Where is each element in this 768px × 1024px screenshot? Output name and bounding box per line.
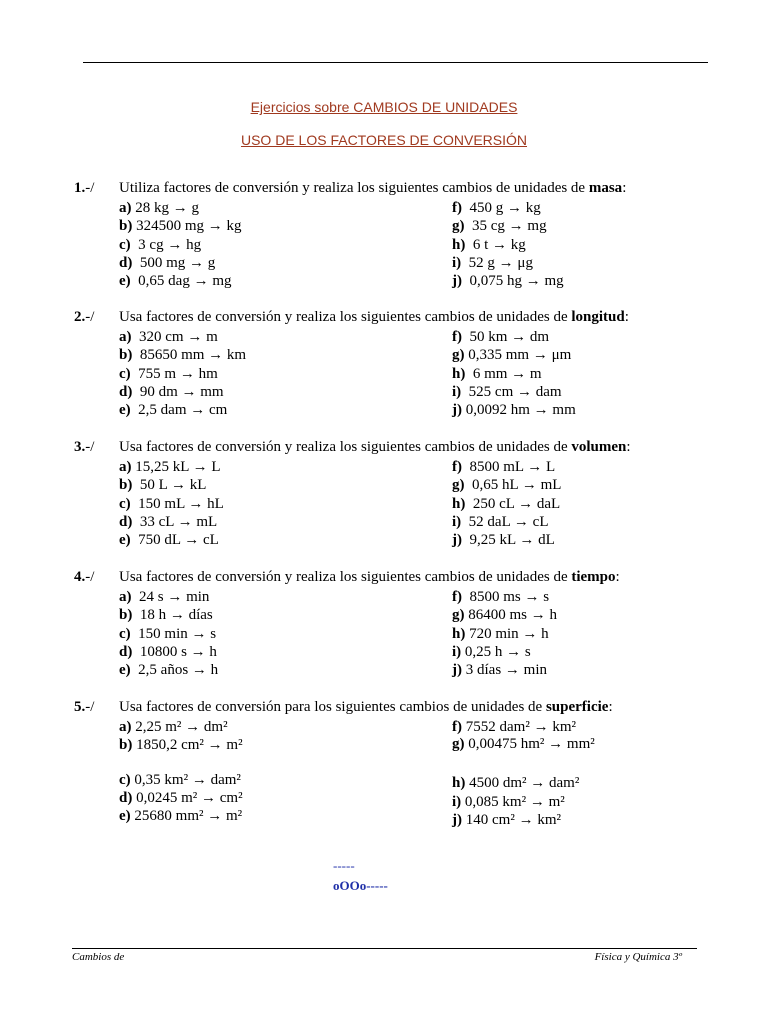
exercise-item — [452, 217, 652, 235]
statement-magnitude: superficie — [545, 699, 609, 715]
exercise-conversion: 0,335 mm → μm — [464, 347, 572, 364]
question-number-digit: 5. — [74, 699, 86, 715]
question-statement — [119, 699, 613, 716]
exercise-letter: j) — [452, 532, 462, 549]
question-number-suffix: -/ — [85, 309, 95, 325]
exercise-conversion: 86400 ms → h — [464, 607, 558, 624]
exercise-conversion: 33 cL → mL — [132, 513, 218, 530]
exercise-conversion: 50 km → dm — [462, 329, 550, 345]
exercise-letter: d) — [119, 383, 133, 400]
exercise-item — [452, 495, 652, 513]
exercise-letter: f) — [452, 589, 462, 605]
question-number — [74, 699, 94, 716]
exercise-letter: h) — [452, 495, 466, 512]
exercise-letter: a) — [119, 589, 132, 605]
exercise-conversion: 0,075 hg → mg — [462, 273, 564, 290]
exercise-conversion: 525 cm → dam — [461, 383, 562, 400]
exercise-item — [119, 755, 439, 771]
exercise-item — [119, 199, 439, 217]
exercise-conversion: 9,25 kL → dL — [462, 532, 555, 549]
exercise-item — [119, 328, 439, 346]
exercise-conversion: 324500 mg → kg — [132, 218, 242, 235]
exercise-item — [119, 807, 439, 825]
question-statement — [119, 569, 620, 586]
statement-magnitude: longitud — [571, 309, 625, 325]
question-number-digit: 3. — [74, 439, 86, 455]
exercise-column-left — [119, 458, 439, 549]
exercise-letter: h) — [452, 236, 466, 253]
exercise-conversion: 35 cg → mg — [464, 218, 547, 235]
statement-colon: : — [624, 309, 629, 325]
statement-text: Usa factores de conversión y realiza los siguientes cambios de unidades de — [119, 439, 572, 455]
exercise-item — [119, 789, 439, 807]
statement-magnitude: masa — [588, 180, 623, 196]
exercise-item — [119, 401, 439, 419]
exercise-item — [119, 606, 439, 624]
ornament-end-mark: oOOo----- — [333, 878, 388, 893]
exercise-item — [452, 272, 652, 290]
exercise-letter: j) — [452, 811, 462, 828]
question-number-digit: 1. — [74, 180, 86, 196]
exercise-conversion: 0,00475 hm² → mm² — [464, 736, 595, 753]
exercise-item — [119, 495, 439, 513]
statement-colon: : — [622, 180, 627, 196]
header-rule — [83, 62, 708, 63]
exercise-item — [452, 346, 652, 364]
exercise-letter: e) — [119, 808, 131, 825]
exercise-conversion: 2,5 dam → cm — [130, 402, 228, 419]
exercise-conversion: 52 daL → cL — [461, 513, 549, 530]
exercise-letter: e) — [119, 532, 131, 549]
exercise-column-left — [119, 199, 439, 290]
exercise-item — [452, 643, 652, 661]
exercise-letter: a) — [119, 459, 132, 475]
exercise-item — [119, 513, 439, 531]
exercise-letter: c) — [119, 771, 131, 788]
exercise-item — [119, 531, 439, 549]
exercise-item — [119, 643, 439, 661]
exercise-letter: b) — [119, 737, 133, 754]
exercise-item — [452, 718, 652, 736]
exercise-conversion: 150 mL → hL — [130, 495, 224, 512]
exercise-letter: a) — [119, 329, 132, 345]
exercise-conversion: 8500 ms → s — [462, 589, 550, 605]
exercise-conversion: 450 g → kg — [462, 200, 541, 216]
exercise-conversion: 0,25 h → s — [461, 643, 531, 660]
exercise-conversion: 3 cg → hg — [130, 236, 202, 253]
exercise-letter: c) — [119, 495, 131, 512]
worksheet-subtitle: USO DE LOS FACTORES DE CONVERSIÓN — [240, 132, 528, 148]
exercise-item — [119, 458, 439, 476]
exercise-letter: i) — [452, 383, 462, 400]
exercise-conversion: 0,0092 hm → mm — [462, 402, 576, 419]
exercise-letter: j) — [452, 402, 462, 419]
exercise-conversion: 750 dL → cL — [130, 532, 219, 549]
exercise-letter: h) — [452, 625, 466, 642]
exercise-letter: c) — [119, 625, 131, 642]
exercise-letter: f) — [452, 200, 462, 216]
exercise-item — [452, 476, 652, 494]
exercise-letter: c) — [119, 365, 131, 382]
exercise-item — [452, 254, 652, 272]
exercise-conversion: 10800 s → h — [132, 643, 217, 660]
exercise-item — [452, 531, 652, 549]
statement-colon: : — [615, 569, 620, 585]
exercise-column-right — [452, 199, 652, 290]
exercise-letter: e) — [119, 402, 131, 419]
exercise-item — [119, 588, 439, 606]
exercise-item — [119, 272, 439, 290]
exercise-column-right — [452, 588, 652, 679]
exercise-conversion: 0,65 dag → mg — [130, 273, 232, 290]
exercise-conversion: 4500 dm² → dam² — [465, 775, 580, 792]
exercise-item — [452, 328, 652, 346]
question-number-digit: 2. — [74, 309, 86, 325]
exercise-column-left — [119, 718, 439, 825]
exercise-letter: i) — [452, 793, 462, 810]
exercise-item — [452, 236, 652, 254]
statement-colon: : — [626, 439, 631, 455]
exercise-conversion: 0,0245 m² → cm² — [132, 789, 243, 806]
question-statement — [119, 180, 626, 197]
question-statement — [119, 309, 629, 326]
exercise-conversion: 28 kg → g — [131, 200, 199, 216]
footer-rule — [72, 948, 697, 949]
exercise-conversion: 50 L → kL — [132, 477, 207, 494]
exercise-item — [452, 661, 652, 679]
exercise-conversion: 0,35 km² → dam² — [130, 771, 241, 788]
exercise-letter: b) — [119, 477, 133, 494]
exercise-conversion: 24 s → min — [131, 589, 210, 605]
exercise-item — [452, 383, 652, 401]
exercise-letter: f) — [452, 329, 462, 345]
exercise-item — [119, 254, 439, 272]
question-number — [74, 569, 94, 586]
exercise-item — [452, 606, 652, 624]
exercise-conversion: 320 cm → m — [131, 329, 218, 345]
statement-magnitude: volumen — [571, 439, 627, 455]
exercise-item — [119, 476, 439, 494]
exercise-letter: f) — [452, 719, 462, 735]
exercise-conversion: 25680 mm² → m² — [130, 808, 243, 825]
question-number-suffix: -/ — [85, 569, 95, 585]
exercise-conversion: 18 h → días — [132, 607, 213, 624]
exercise-letter: g) — [452, 736, 465, 753]
exercise-letter: h) — [452, 365, 466, 382]
exercise-conversion: 7552 dam² → km² — [462, 719, 576, 735]
exercise-letter: a) — [119, 200, 132, 216]
exercise-conversion: 0,085 km² → m² — [461, 793, 565, 810]
question-statement — [119, 439, 631, 456]
statement-text: Usa factores de conversión para los siguientes cambios de unidades de — [119, 699, 546, 715]
worksheet-title: Ejercicios sobre CAMBIOS DE UNIDADES — [250, 99, 518, 115]
exercise-letter: b) — [119, 607, 133, 624]
exercise-column-left — [119, 328, 439, 419]
exercise-letter: f) — [452, 459, 462, 475]
exercise-item — [452, 401, 652, 419]
exercise-conversion: 6 t → kg — [465, 236, 526, 253]
exercise-conversion: 755 m → hm — [130, 365, 218, 382]
exercise-item — [452, 811, 652, 829]
exercise-letter: j) — [452, 273, 462, 290]
question-number-digit: 4. — [74, 569, 86, 585]
question-number-suffix: -/ — [85, 699, 95, 715]
exercise-conversion: 90 dm → mm — [132, 383, 224, 400]
exercise-conversion: 1850,2 cm² → m² — [132, 737, 243, 754]
exercise-conversion: 140 cm² → km² — [462, 811, 561, 828]
question-number — [74, 180, 94, 197]
exercise-letter: i) — [452, 513, 462, 530]
exercise-letter: b) — [119, 347, 133, 364]
exercise-item — [119, 771, 439, 789]
exercise-conversion: 2,5 años → h — [130, 662, 219, 679]
exercise-letter: a) — [119, 719, 132, 735]
exercise-column-right — [452, 718, 652, 829]
exercise-conversion: 52 g → μg — [461, 254, 533, 271]
exercise-item — [119, 346, 439, 364]
statement-text: Usa factores de conversión y realiza los siguientes cambios de unidades de — [119, 309, 572, 325]
exercise-item — [452, 458, 652, 476]
exercise-letter: d) — [119, 643, 133, 660]
exercise-item — [119, 718, 439, 736]
exercise-conversion: 3 días → min — [462, 662, 547, 679]
exercise-letter: e) — [119, 273, 131, 290]
exercise-item — [119, 217, 439, 235]
exercise-conversion: 15,25 kL → L — [131, 459, 221, 475]
question-number-suffix: -/ — [85, 180, 95, 196]
exercise-conversion: 2,25 m² → dm² — [131, 719, 228, 735]
exercise-letter: h) — [452, 775, 466, 792]
exercise-letter: e) — [119, 662, 131, 679]
ornament-dashes: ----- — [333, 858, 355, 873]
exercise-letter: g) — [452, 607, 465, 624]
exercise-letter: i) — [452, 643, 462, 660]
statement-magnitude: tiempo — [571, 569, 616, 585]
exercise-column-right — [452, 458, 652, 549]
exercise-item — [452, 736, 602, 774]
question-number — [74, 309, 94, 326]
exercise-conversion: 500 mg → g — [132, 254, 216, 271]
exercise-letter: d) — [119, 513, 133, 530]
exercise-conversion: 0,65 hL → mL — [464, 477, 562, 494]
exercise-column-left — [119, 588, 439, 679]
exercise-item — [452, 365, 652, 383]
exercise-column-right — [452, 328, 652, 419]
exercise-letter: g) — [452, 218, 465, 235]
exercise-letter: b) — [119, 218, 133, 235]
exercise-item — [119, 383, 439, 401]
exercise-item — [119, 365, 439, 383]
exercise-item — [452, 793, 652, 811]
exercise-conversion: 8500 mL → L — [462, 459, 556, 475]
exercise-conversion: 250 cL → daL — [465, 495, 561, 512]
exercise-item — [452, 199, 652, 217]
exercise-conversion: 150 min → s — [130, 625, 217, 642]
exercise-conversion: 720 min → h — [465, 625, 549, 642]
exercise-conversion: 85650 mm → km — [132, 347, 247, 364]
question-number-suffix: -/ — [85, 439, 95, 455]
exercise-item — [119, 625, 439, 643]
footer-left: Cambios de — [72, 951, 125, 963]
exercise-item — [119, 661, 439, 679]
exercise-letter: d) — [119, 789, 133, 806]
exercise-item — [452, 625, 652, 643]
exercise-letter: g) — [452, 347, 465, 364]
exercise-letter: j) — [452, 662, 462, 679]
exercise-item — [119, 736, 439, 754]
question-number — [74, 439, 94, 456]
exercise-item — [452, 513, 652, 531]
exercise-item — [452, 588, 652, 606]
exercise-letter: g) — [452, 477, 465, 494]
exercise-letter: c) — [119, 236, 131, 253]
exercise-item — [452, 774, 652, 792]
exercise-item — [119, 236, 439, 254]
statement-colon: : — [608, 699, 613, 715]
exercise-conversion: 6 mm → m — [465, 365, 542, 382]
exercise-letter: i) — [452, 254, 462, 271]
statement-text: Utiliza factores de conversión y realiza los siguientes cambios de unidades de — [119, 180, 589, 196]
statement-text: Usa factores de conversión y realiza los siguientes cambios de unidades de — [119, 569, 572, 585]
footer-right: Física y Química 3º — [594, 951, 682, 963]
exercise-letter: d) — [119, 254, 133, 271]
